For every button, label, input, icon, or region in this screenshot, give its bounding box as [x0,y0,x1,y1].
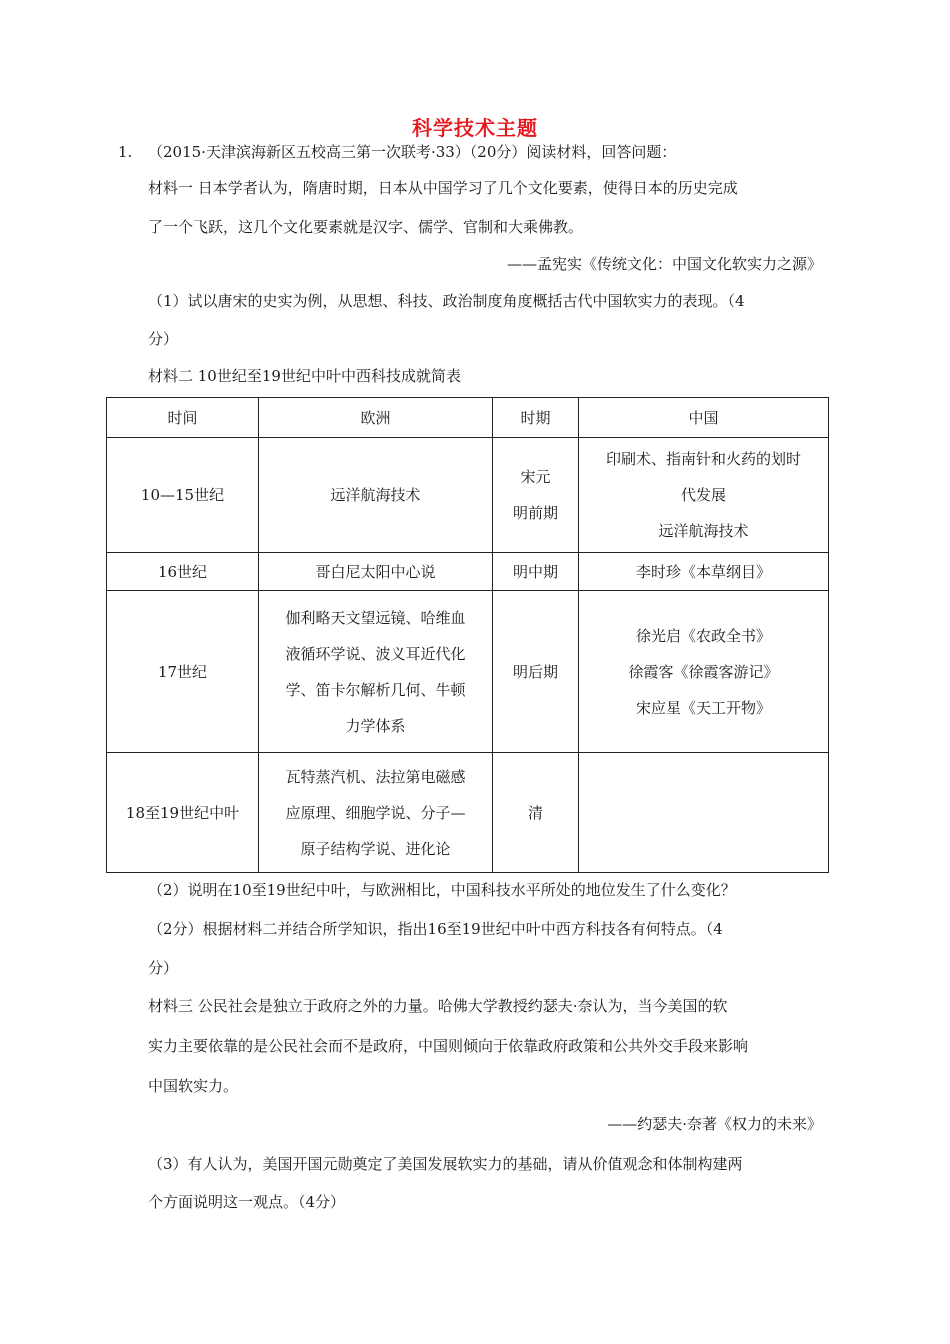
table-row [107,438,829,553]
q1-line1: （1）试以唐宋的史实为例，从思想、科技、政治制度角度概括古代中国软实力的表现。（4 [148,292,745,310]
cell-europe-line: 伽利略天文望远镜、哈维血 [285,608,466,627]
cell-europe-line: 原子结构学说、进化论 [300,839,451,858]
cell-china-line: 徐霞客《徐霞客游记》 [628,662,779,681]
header-europe: 欧洲 [259,398,493,438]
material3-line3: 中国软实力。 [148,1077,239,1095]
cell-period-line: 宋元 [520,468,551,486]
cell-time: 16世纪 [107,553,259,591]
cell-europe-line: 远洋航海技术 [330,486,421,504]
material1-line2: 了一个飞跃，这几个文化要素就是汉字、儒学、官制和大乘佛教。 [148,218,584,236]
cell-time: 17世纪 [107,591,259,753]
cell-period [493,753,579,873]
q1-line2: 分） [148,330,179,348]
q2-line3: 分） [148,959,179,977]
science-achievements-table [106,397,829,873]
q3-line2: 个方面说明这一观点。（4分） [148,1193,346,1211]
cell-europe-line: 学、笛卡尔解析几何、牛顿 [285,680,466,699]
cell-china-line: 代发展 [680,486,726,504]
material3-source: ——约瑟夫·奈著《权力的未来》 [607,1115,822,1133]
cell-period [493,553,579,591]
cell-europe [259,591,493,753]
cell-period-line: 清 [527,803,543,822]
cell-period-line: 明前期 [512,504,558,522]
header-china: 中国 [579,398,829,438]
cell-europe-line: 液循环学说、波义耳近代化 [285,644,466,663]
material2-caption: 材料二 10世纪至19世纪中叶中西科技成就简表 [148,367,461,385]
page-title: 科学技术主题 [412,116,538,140]
question-header: （2015·天津滨海新区五校高三第一次联考·33）（20分）阅读材料，回答问题： [148,143,677,161]
material1-source: ——孟宪实《传统文化：中国文化软实力之源》 [506,255,822,273]
material3-line2: 实力主要依靠的是公民社会而不是政府，中国则倾向于依靠政府政策和公共外交手段来影响 [148,1037,749,1055]
q2-line2: （2分）根据材料二并结合所学知识，指出16至19世纪中叶中西方科技各有何特点。（4 [148,920,723,938]
cell-europe [259,753,493,873]
table-row [107,553,829,591]
cell-china-line: 远洋航海技术 [658,522,749,540]
cell-china-line: 徐光启《农政全书》 [635,626,771,645]
cell-time: 10—15世纪 [107,438,259,553]
material1-line1: 材料一 日本学者认为，隋唐时期，日本从中国学习了几个文化要素，使得日本的历史完成 [148,179,738,197]
table-row [107,591,829,753]
cell-europe-line: 应原理、细胞学说、分子— [285,803,466,822]
header-period: 时期 [493,398,579,438]
header-time: 时间 [107,398,259,438]
table-row [107,753,829,873]
cell-time: 18至19世纪中叶 [107,753,259,873]
question-number: 1. [118,143,133,161]
cell-china-line: 宋应星《天工开物》 [635,698,771,717]
cell-europe [259,553,493,591]
cell-china [579,553,829,591]
cell-china-empty [579,753,829,873]
cell-period-line: 明中期 [512,562,558,581]
q3-line1: （3）有人认为，美国开国元勋奠定了美国发展软实力的基础，请从价值观念和体制构建两 [148,1155,743,1173]
cell-period-line: 明后期 [512,662,558,681]
cell-period [493,438,579,553]
cell-china-line: 印刷术、指南针和火药的划时 [605,450,801,468]
cell-europe-line: 哥白尼太阳中心说 [315,562,436,581]
cell-period [493,591,579,753]
cell-europe-line: 力学体系 [345,716,406,735]
cell-europe-line: 瓦特蒸汽机、法拉第电磁感 [285,767,466,786]
cell-china [579,591,829,753]
cell-china-line: 李时珍《本草纲目》 [635,562,771,581]
cell-europe [259,438,493,553]
q2-line1: （2）说明在10至19世纪中叶，与欧洲相比，中国科技水平所处的地位发生了什么变化？ [148,881,736,899]
table-header-row [107,398,829,438]
material3-line1: 材料三 公民社会是独立于政府之外的力量。哈佛大学教授约瑟夫·奈认为，当今美国的软 [148,997,728,1015]
cell-china [579,438,829,553]
